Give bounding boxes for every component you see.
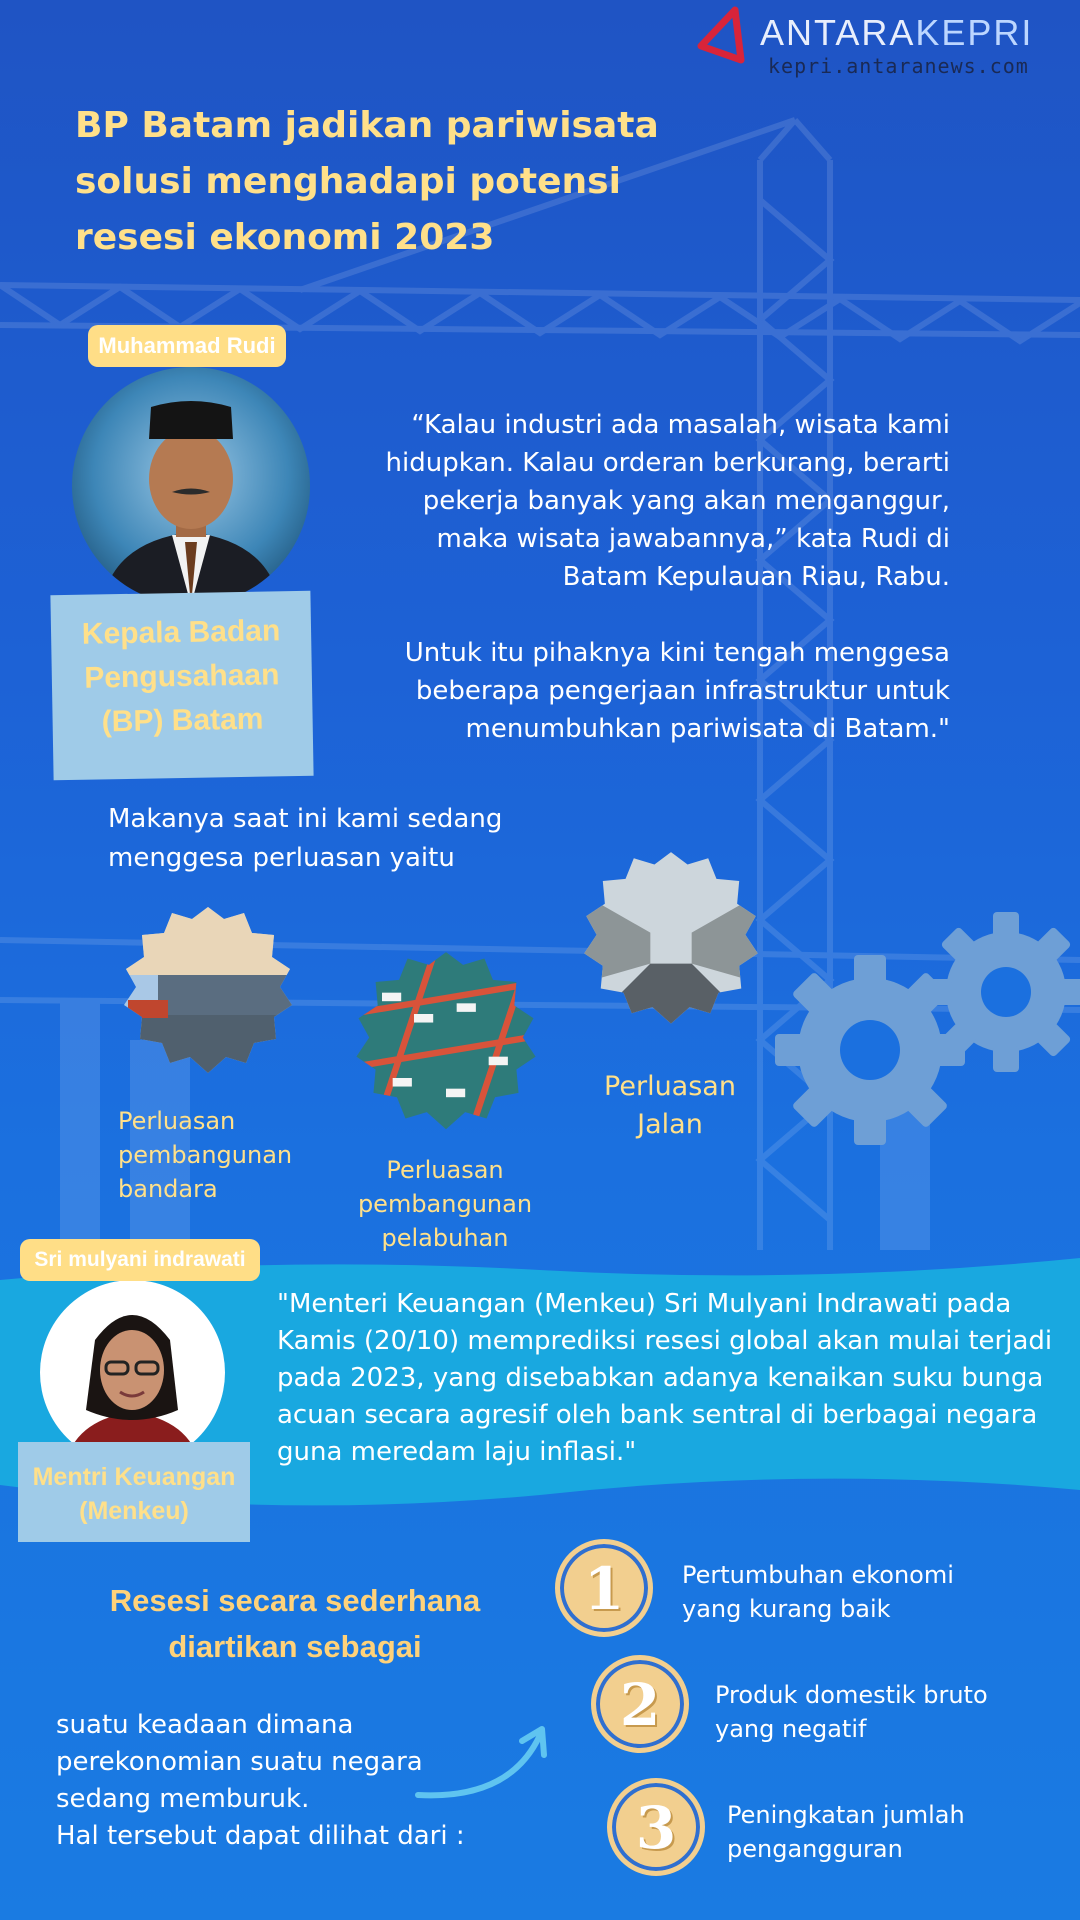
brand-url: kepri.antaranews.com [768, 54, 1029, 78]
person2-role-line-2: (Menkeu) [79, 1497, 189, 1525]
road-caption-line-2: Jalan [637, 1109, 703, 1140]
brand-name-part1: ANTARA [760, 12, 916, 53]
airport-caption-line-1: Perluasan [118, 1107, 236, 1135]
resesi-point-2-line-1: Produk domestik bruto [715, 1681, 988, 1709]
airport-caption-line-2: pembangunan [118, 1141, 293, 1169]
gears-icon [770, 900, 1080, 1160]
number-badge-1: 1 [555, 1539, 653, 1637]
rudi-quote-paragraph-1: “Kalau industri ada masalah, wisata kami hidupkan. Kalau orderan berkurang, berarti pekerja banyak yang akan menganggur, maka wisata jawabannya,” kata Rudi di Batam Kepulauan Riau, Rabu. [385, 410, 950, 592]
resesi-point-1-line-1: Pertumbuhan ekonomi [682, 1561, 954, 1589]
airport-image [118, 905, 298, 1085]
expansion-caption-road [580, 1068, 760, 1144]
harbor-caption-line-1: Perluasan [386, 1156, 504, 1184]
resesi-heading-line-1: Resesi secara sederhana [109, 1583, 481, 1618]
resesi-point-3-line-2: pengangguran [727, 1835, 903, 1863]
expansion-intro [108, 800, 608, 878]
resesi-point-1-line-2: yang kurang baik [682, 1595, 891, 1623]
number-badge-3: 3 [607, 1778, 705, 1876]
rudi-quote-paragraph-2: Untuk itu pihaknya kini tengah menggesa beberapa pengerjaan infrastruktur untuk menumbuhkan pariwisata di Batam." [404, 638, 950, 744]
resesi-definition-line-3: sedang memburuk. [56, 1784, 310, 1814]
brand-name [760, 12, 1033, 54]
resesi-point-3 [727, 1798, 965, 1866]
person2-role-card [18, 1442, 250, 1542]
number-badge-2: 2 [591, 1655, 689, 1753]
road-image [578, 850, 764, 1036]
person1-role-card [50, 591, 313, 781]
antara-logo-icon [693, 6, 753, 66]
person1-role-line-3: (BP) Batam [101, 702, 264, 739]
harbor-caption-line-2: pembangunan [357, 1190, 533, 1218]
resesi-point-2-line-2: yang negatif [715, 1715, 867, 1743]
title-line-2: solusi menghadapi potensi [75, 161, 621, 202]
expansion-caption-harbor [345, 1153, 545, 1255]
person2-portrait [40, 1280, 225, 1465]
person2-name-badge: Sri mulyani indrawati [20, 1239, 260, 1281]
resesi-definition-line-2: perekonomian suatu negara [56, 1747, 423, 1777]
person1-role-line-1: Kepala Badan [81, 614, 281, 651]
resesi-heading-line-2: diartikan sebagai [168, 1629, 422, 1664]
curved-arrow-icon [410, 1715, 550, 1805]
person2-role-line-1: Mentri Keuangan [32, 1463, 236, 1491]
person1-role-line-2: Pengusahaan [84, 658, 280, 695]
airport-caption-line-3: bandara [118, 1175, 218, 1203]
resesi-heading [80, 1578, 510, 1670]
rudi-quote [355, 406, 950, 786]
resesi-point-3-line-1: Peningkatan jumlah [727, 1801, 965, 1829]
title-line-3: resesi ekonomi 2023 [75, 217, 495, 258]
expansion-caption-airport [118, 1104, 292, 1206]
resesi-definition-line-1: suatu keadaan dimana [56, 1710, 354, 1740]
person1-name-badge: Muhammad Rudi [88, 325, 286, 367]
resesi-definition-line-4: Hal tersebut dapat dilihat dari : [56, 1821, 465, 1851]
expansion-intro-line-1: Makanya saat ini kami sedang [108, 804, 503, 834]
person-portrait-illustration [40, 1280, 225, 1465]
person1-portrait [72, 367, 310, 605]
harbor-caption-line-3: pelabuhan [381, 1224, 509, 1252]
brand-name-part2: KEPRI [915, 12, 1034, 53]
menkeu-quote: "Menteri Keuangan (Menkeu) Sri Mulyani Indrawati pada Kamis (20/10) memprediksi resesi global akan mulai terjadi pada 2023, yang disebabkan adanya kenaikan suku bunga acuan secara agresif oleh bank sentral di berbagai negara guna meredam laju inflasi." [277, 1289, 1053, 1467]
page-title [75, 98, 715, 266]
resesi-point-2 [715, 1678, 988, 1746]
resesi-point-1 [682, 1558, 954, 1626]
title-line-1: BP Batam jadikan pariwisata [75, 105, 659, 146]
harbor-image [350, 950, 542, 1142]
person-portrait-illustration [72, 367, 310, 605]
expansion-intro-line-2: menggesa perluasan yaitu [108, 843, 455, 873]
road-caption-line-1: Perluasan [604, 1071, 736, 1102]
